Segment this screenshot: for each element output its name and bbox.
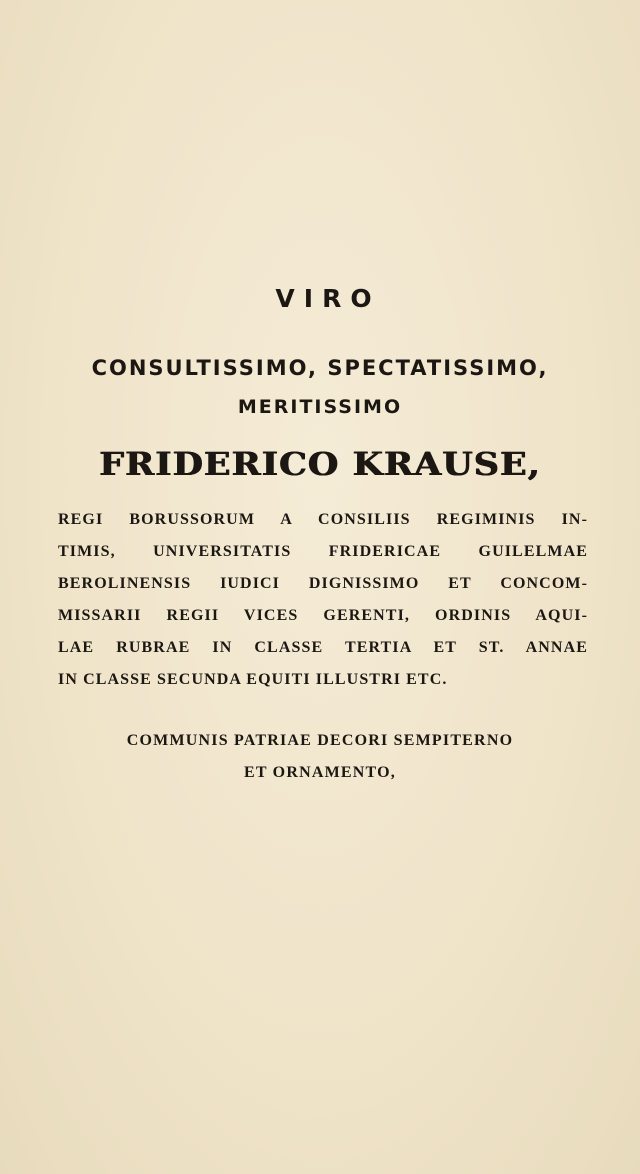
titles-line: LAE RUBRAE IN CLASSE TERTIA ET ST. ANNAE bbox=[58, 639, 588, 656]
epithet-line-2: MERITISSIMO bbox=[237, 396, 403, 418]
titles-line: TIMIS, UNIVERSITATIS FRIDERICAE GUILELMAE bbox=[58, 543, 588, 560]
dedication-heading: VIRO bbox=[275, 284, 381, 313]
dedicatee-name: FRIDERICO KRAUSE, bbox=[99, 445, 541, 484]
closing-line-2: ET ORNAMENTO, bbox=[244, 764, 396, 781]
closing-line: COMMUNIS PATRIAE DECORI SEMPITERNO bbox=[126, 732, 514, 749]
epithet-line: CONSULTISSIMO, SPECTATISSIMO, bbox=[91, 356, 549, 380]
titles-paragraph bbox=[58, 504, 588, 696]
titles-line: IN CLASSE SECUNDA EQUITI ILLUSTRI ETC. bbox=[58, 671, 448, 688]
titles-line: MISSARII REGII VICES GERENTI, ORDINIS AQUI- bbox=[58, 607, 588, 624]
titles-line: REGI BORUSSORUM A CONSILIIS REGIMINIS IN- bbox=[58, 511, 588, 528]
titles-line: BEROLINENSIS IUDICI DIGNISSIMO ET CONCOM- bbox=[58, 575, 588, 592]
